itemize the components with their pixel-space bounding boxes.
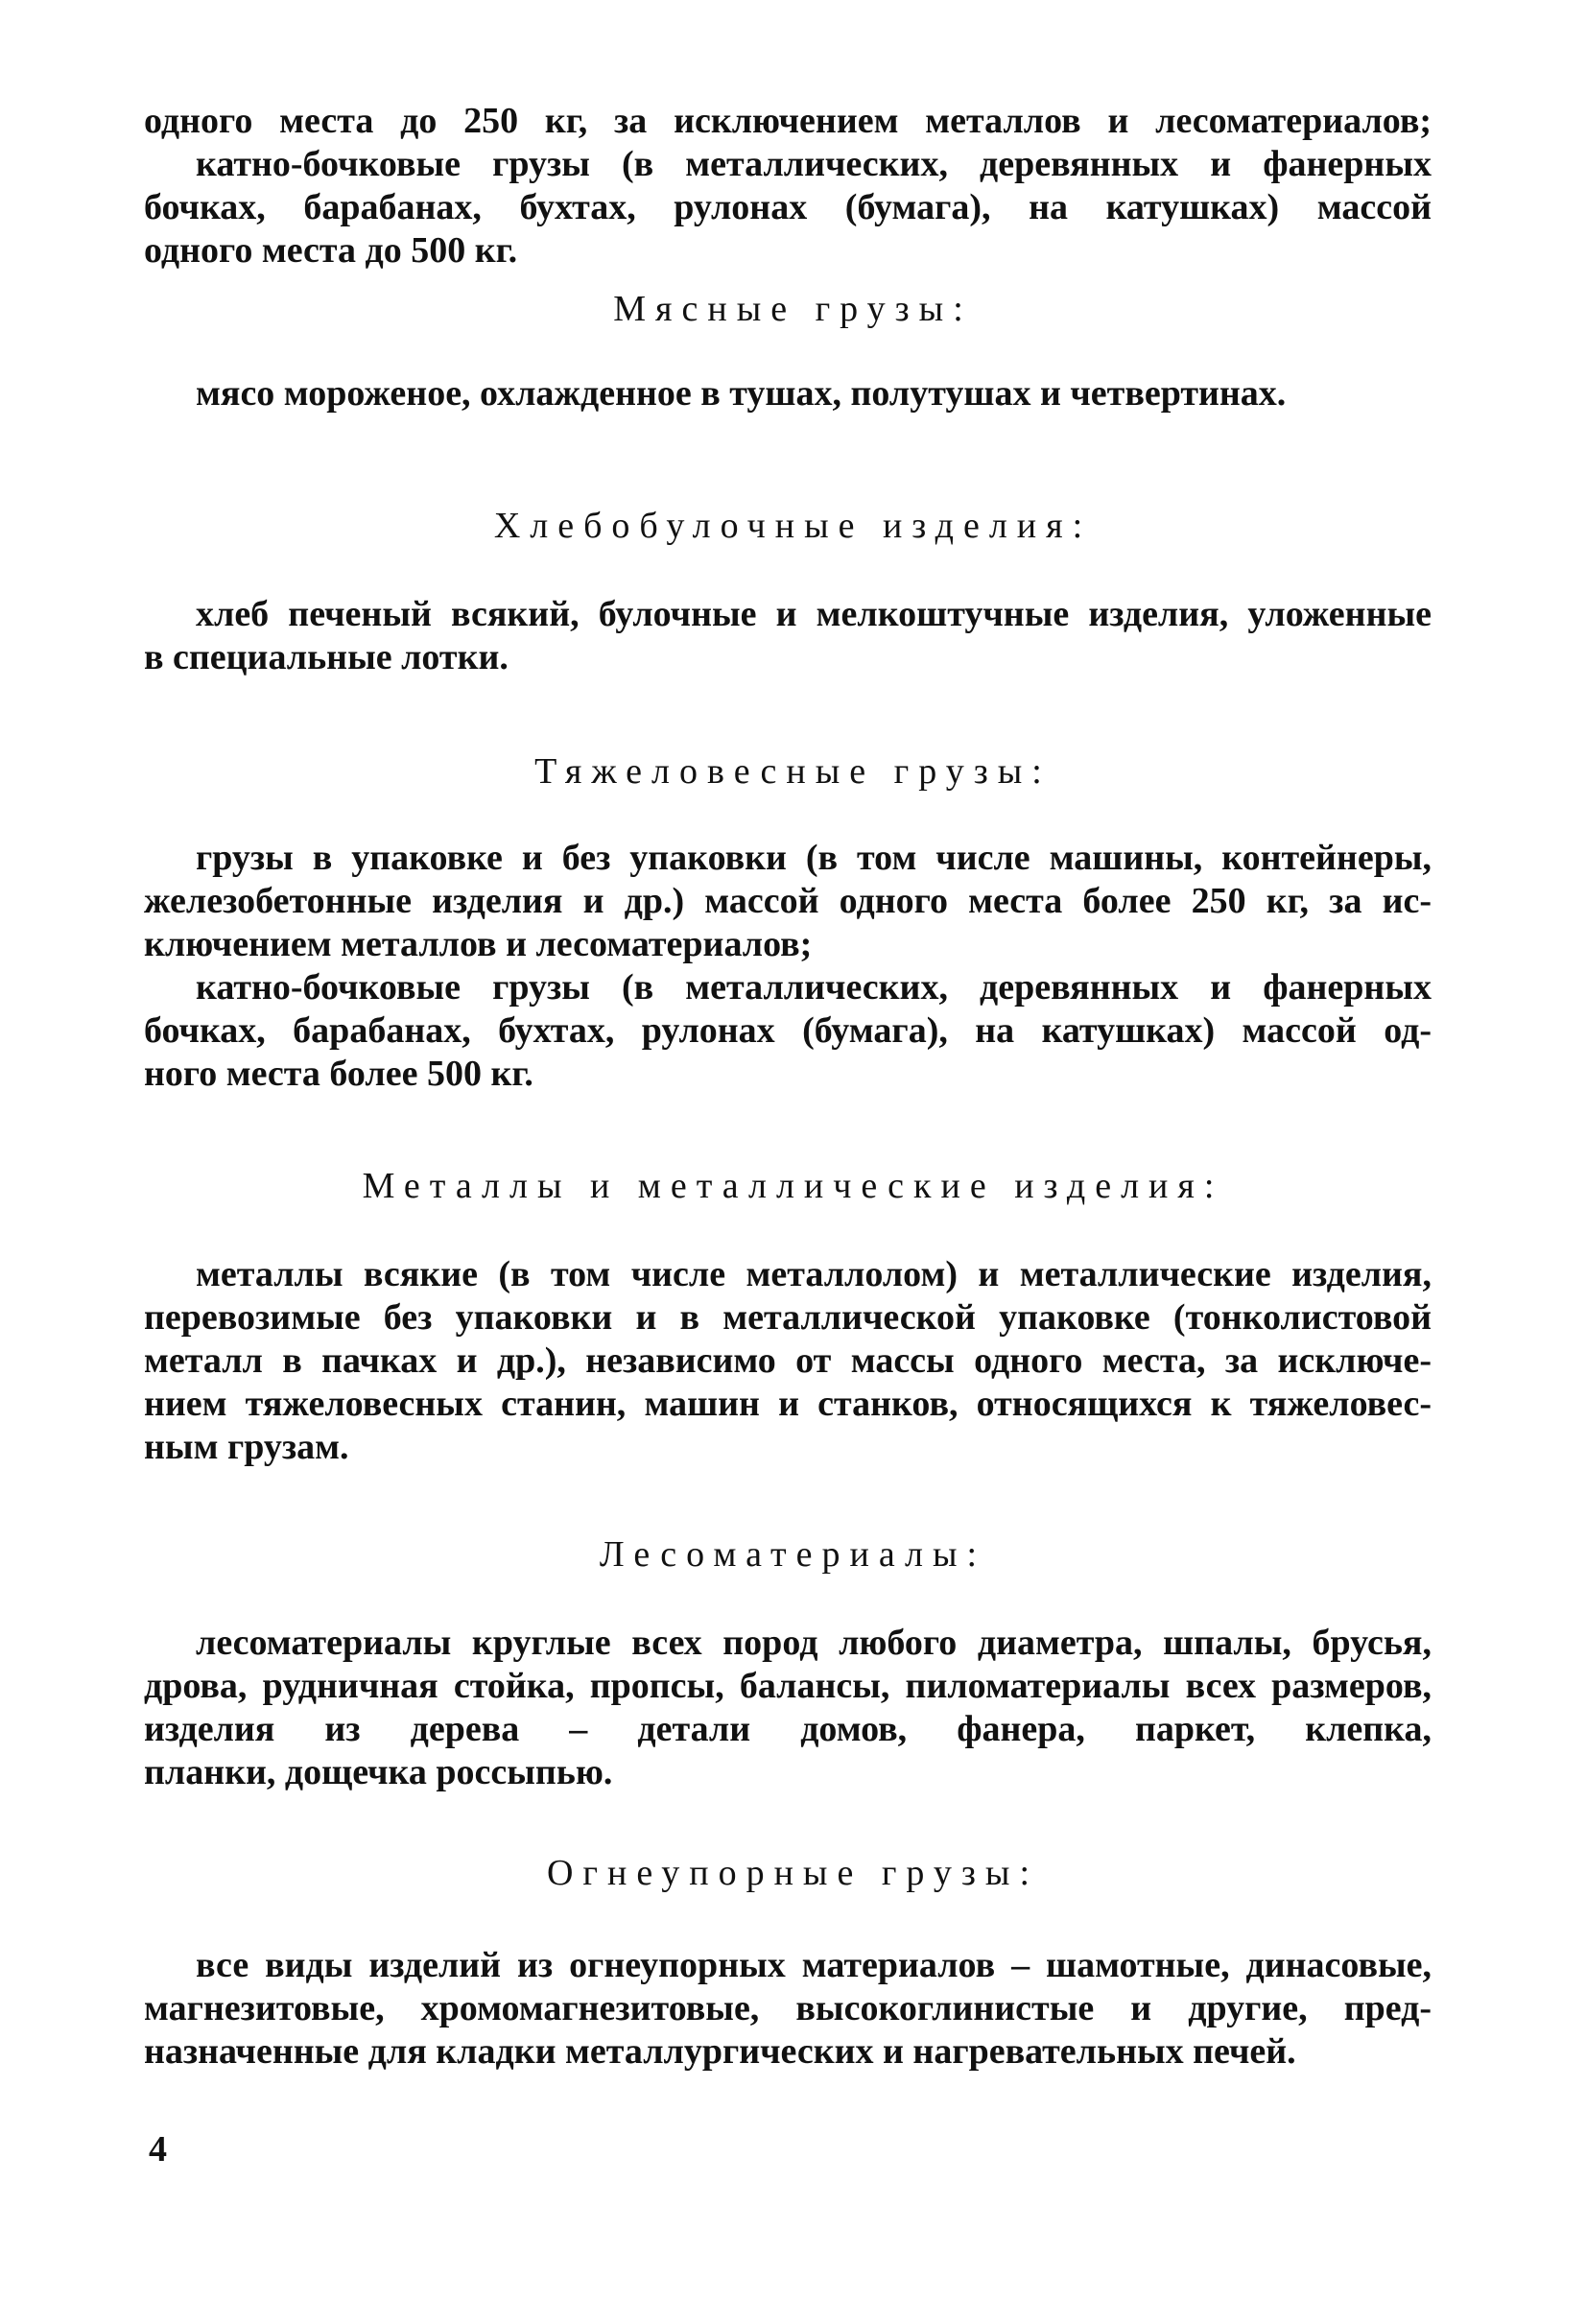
intro-line: одного места до 250 кг, за исключением металлов и лесоматериалов; [144, 101, 1432, 141]
section-body-timber [144, 1622, 1432, 1794]
intro-line: бочках, барабанах, бухтах, рулонах (бумага), на катушках) массой [144, 187, 1432, 227]
section-line: назначенные для кладки металлургических и нагревательных печей. [144, 2031, 1296, 2072]
section-line: изделия из дерева – детали домов, фанера, паркет, клепка, [144, 1709, 1432, 1749]
section-line: мясо мороженое, охлажденное в тушах, полутушах и четвертинах. [196, 373, 1287, 414]
section-line: ного места более 500 кг. [144, 1054, 533, 1094]
section-heading-timber: Лесоматериалы: [599, 1534, 987, 1575]
section-heading-refractory: Огнеупорные грузы: [546, 1853, 1040, 1893]
intro-line: катно-бочковые грузы (в металлических, деревянных и фанерных [196, 144, 1432, 184]
section-line: железобетонные изделия и др.) массой одного места более 250 кг, за ис- [144, 881, 1432, 921]
section-heading-meat: Мясные грузы: [613, 289, 973, 329]
section-line: нием тяжеловесных станин, машин и станков, относящихся к тяжеловес- [144, 1384, 1432, 1424]
section-line: перевозимые без упаковки и в металлической упаковке (тонколистовой [144, 1297, 1432, 1338]
intro-line: одного места до 500 кг. [144, 230, 518, 271]
intro-paragraph [144, 100, 1432, 273]
section-line: лесоматериалы круглые всех пород любого диаметра, шпалы, брусья, [196, 1623, 1432, 1663]
section-line: катно-бочковые грузы (в металлических, деревянных и фанерных [196, 967, 1432, 1008]
section-line: дрова, рудничная стойка, пропсы, балансы, пиломатериалы всех размеров, [144, 1666, 1432, 1706]
section-line: в специальные лотки. [144, 637, 509, 677]
section-body-metals [144, 1253, 1432, 1469]
section-line: магнезитовые, хромомагнезитовые, высокоглинистые и другие, пред- [144, 1988, 1432, 2028]
section-body-bakery [144, 593, 1432, 679]
section-line: планки, дощечка россыпью. [144, 1752, 613, 1792]
section-body-refractory [144, 1944, 1432, 2074]
section-body-heavy [144, 837, 1432, 1096]
section-line: металлы всякие (в том числе металлолом) и металлические изделия, [196, 1254, 1432, 1294]
section-line: ным грузам. [144, 1427, 349, 1467]
section-line: металл в пачках и др.), независимо от массы одного места, за исключе- [144, 1340, 1432, 1381]
section-line: грузы в упаковке и без упаковки (в том числе машины, контейнеры, [196, 838, 1432, 878]
section-line: бочках, барабанах, бухтах, рулонах (бумага), на катушках) массой од- [144, 1010, 1432, 1051]
section-body-meat [144, 372, 1432, 415]
section-line: ключением металлов и лесоматериалов; [144, 924, 813, 964]
section-line: хлеб печеный всякий, булочные и мелкоштучные изделия, уложенные [196, 594, 1432, 634]
page-number: 4 [149, 2129, 167, 2170]
section-heading-heavy: Тяжеловесные грузы: [534, 751, 1052, 792]
section-heading-metals: Металлы и металлические изделия: [362, 1166, 1224, 1206]
section-heading-bakery: Хлебобулочные изделия: [493, 506, 1093, 546]
section-line: все виды изделий из огнеупорных материалов – шамотные, динасовые, [196, 1945, 1432, 1985]
